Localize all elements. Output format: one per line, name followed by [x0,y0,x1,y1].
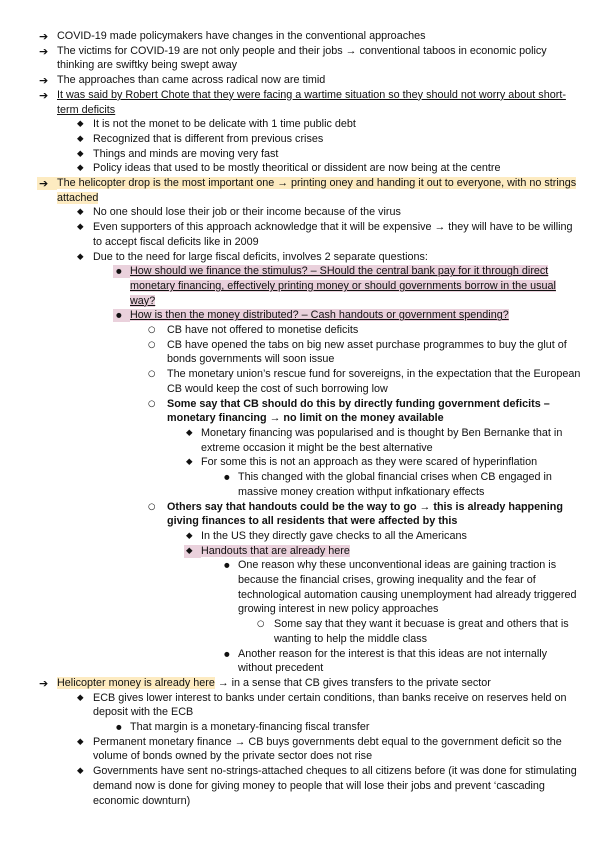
list-item [0,117,583,132]
list-item [0,44,583,73]
list-item [0,735,583,764]
list-item [0,147,583,162]
list-item [0,397,583,500]
list-item [0,691,583,735]
diamond-bullet-icon [76,251,93,264]
note-text: Governments have sent no-strings-attached cheques to all citizens before (it was done for stimulating demand now is done for giving money to people that will lose their jobs and prevent ‘cascading economic downturn) [93,765,577,807]
list-item [0,176,583,676]
list-item [0,367,583,396]
list-item [0,220,583,249]
note-text: Some say that CB should do this by directly funding government deficits – monetary financing → no limit on the money available [167,397,550,425]
circle-bullet-icon [147,368,167,381]
list-item [0,308,583,676]
list-item [0,88,583,176]
list-item [0,323,583,338]
bullet-list [0,426,583,500]
bullet-list [0,264,583,676]
diamond-bullet-icon [184,456,201,469]
note-text: Policy ideas that used to be mostly theoritical or dissident are now being at the centre [93,162,501,175]
list-item [0,426,583,455]
circle-bullet-icon [147,324,167,337]
list-item [0,132,583,147]
bullet-list [0,323,583,676]
note-text: How should we finance the stimulus? – SHould the central bank pay for it through direct monetary financing, effectively printing money or should governments borrow in the usual way? [130,265,556,307]
note-text: Things and minds are moving very fast [93,147,279,160]
diamond-bullet-icon [76,736,93,749]
diamond-bullet-icon [184,545,201,558]
note-text: Others say that handouts could be the way to go → this is already happening giving finances to all residents that were affected by this [167,500,563,528]
note-text: Handouts that are already here [201,544,350,557]
note-text: Even supporters of this approach acknowledge that it will be expensive → they will have to be willing to accept fiscal deficits like in 2009 [93,221,573,248]
dot-bullet-icon [113,309,130,322]
note-text: The monetary union’s rescue fund for sovereigns, in the expectation that the European CB would keep the cost of such borrowing low [167,368,581,395]
note-text: → in a sense that CB gives transfers to the private sector [217,676,491,689]
list-item [0,73,583,88]
note-text: Due to the need for large fiscal deficits, involves 2 separate questions: [93,250,428,263]
diamond-bullet-icon [76,133,93,146]
note-text: One reason why these unconventional ideas are gaining traction is because the financial crises, growing inequality and the fear of technological automation causing unemployment had already triggered growing interest in new policy approaches [238,559,577,616]
note-text: The victims for COVID-19 are not only people and their jobs → conventional taboos in economic policy thinking are swiftky being swept away [57,44,547,72]
dot-bullet-icon [222,648,238,661]
list-item [0,29,583,44]
bullet-list [0,529,583,676]
bullet-list [0,617,583,646]
diamond-bullet-icon [76,162,93,175]
diamond-bullet-icon [76,206,93,219]
note-text: That margin is a monetary-financing fiscal transfer [130,721,370,734]
circle-bullet-icon [147,501,167,514]
note-text: Some say that they want it becuase is great and others that is wanting to help the middle class [274,618,569,645]
highlighted-text: Helicopter money is already here [57,676,215,689]
list-item [0,676,583,808]
list-item [0,720,583,735]
list-item [0,250,583,676]
list-item [0,544,583,676]
diamond-bullet-icon [76,692,93,705]
arrow-bullet-icon [37,30,57,43]
diamond-bullet-icon [76,221,93,234]
note-text: ECB gives lower interest to banks under certain conditions, than banks receive on reserves held on deposit with the ECB [93,691,567,719]
list-item [0,500,583,676]
bullet-list [0,558,583,676]
diamond-bullet-icon [76,118,93,131]
dot-bullet-icon [222,559,238,572]
note-text: This changed with the global financial crises when CB engaged in massive money creation withput infkationary effects [238,471,552,498]
dot-bullet-icon [113,265,130,278]
note-text: Another reason for the interest is that this ideas are not internally without precedent [238,647,548,675]
note-text: CB have opened the tabs on big new asset purchase programmes to buy the glut of bonds governments will soon issue [167,338,567,366]
list-item [0,264,583,308]
note-text: Permanent monetary finance → CB buys governments debt equal to the government deficit so the volume of bonds owned by the private sector does not rise [93,735,562,763]
arrow-bullet-icon [37,677,57,690]
list-item [0,764,583,808]
circle-bullet-icon [147,398,167,411]
note-text: CB have not offered to monetise deficits [167,324,359,337]
note-text: It was said by Robert Chote that they were facing a wartime situation so they should not worry about short-term deficits [57,88,566,116]
dot-bullet-icon [222,471,238,484]
list-item [0,205,583,220]
bullet-list [0,29,583,808]
list-item [0,338,583,367]
list-item [0,617,583,646]
list-item [0,558,583,646]
note-text: The helicopter drop is the most important one → printing oney and handing it out to everyone, with no strings attached [57,177,577,204]
diamond-bullet-icon [184,530,201,543]
note-text: For some this is not an approach as they were scared of hyperinflation [201,456,538,469]
note-text: It is not the monet to be delicate with 1 time public debt [93,118,356,131]
dot-bullet-icon [113,721,130,734]
list-item [0,161,583,176]
bullet-list [0,691,583,809]
arrow-bullet-icon [37,45,57,58]
diamond-bullet-icon [184,427,201,440]
note-text: Monetary financing was popularised and is thought by Ben Bernanke that in extreme occasion it might be the best alternative [201,426,563,454]
note-text: In the US they directly gave checks to all the Americans [201,529,467,542]
arrow-bullet-icon [37,89,57,102]
bullet-list [0,470,583,499]
note-text: How is then the money distributed? – Cash handouts or government spending? [130,309,509,322]
bullet-list [0,117,583,176]
note-text: COVID-19 made policymakers have changes in the conventional approaches [57,30,426,42]
note-text: No one should lose their job or their income because of the virus [93,206,401,219]
list-item [0,470,583,499]
arrow-bullet-icon [37,74,57,87]
list-item [0,529,583,544]
diamond-bullet-icon [76,765,93,778]
note-text: The approaches than came across radical now are timid [57,74,326,87]
bullet-list [0,720,583,735]
list-item [0,647,583,676]
bullet-list [0,205,583,676]
note-text: Recognized that is different from previous crises [93,132,324,145]
circle-bullet-icon [256,618,274,631]
diamond-bullet-icon [76,148,93,161]
arrow-bullet-icon [37,177,57,190]
circle-bullet-icon [147,339,167,352]
list-item [0,455,583,499]
